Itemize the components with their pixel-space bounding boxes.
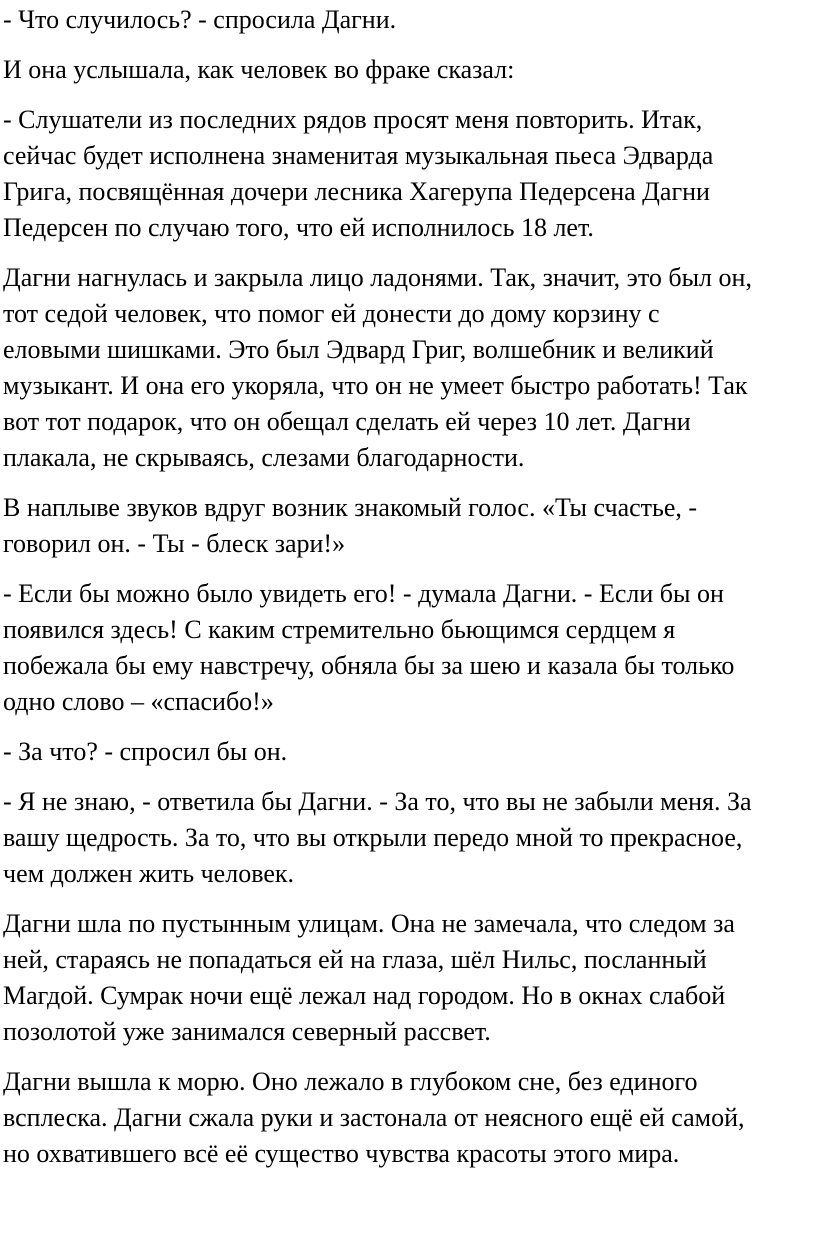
paragraph-3 xyxy=(3,102,813,246)
text-line: - Слушатели из последних рядов просят меня повторить. Итак, xyxy=(3,105,703,134)
text-line: - За что? - спросил бы он. xyxy=(3,737,288,766)
text-line: Дагни нагнулась и закрыла лицо ладонями. Так, значит, это был он, xyxy=(3,263,752,292)
text-line: позолотой уже занимался северный рассвет. xyxy=(3,1017,491,1046)
text-line: одно слово – «спасибо!» xyxy=(3,687,274,716)
paragraph-10 xyxy=(3,1064,813,1172)
text-line: вашу щедрость. За то, что вы открыли передо мной то прекрасное, xyxy=(3,823,743,852)
text-line: но охватившего всё её существо чувства красоты этого мира. xyxy=(3,1139,680,1168)
text-line: - Я не знаю, - ответила бы Дагни. - За то, что вы не забыли меня. За xyxy=(3,787,752,816)
document-page xyxy=(3,2,813,1186)
paragraph-6 xyxy=(3,576,813,720)
text-line: еловыми шишками. Это был Эдвард Григ, волшебник и великий xyxy=(3,335,714,364)
text-line: В наплыве звуков вдруг возник знакомый голос. «Ты счастье, - xyxy=(3,493,698,522)
text-line: музыкант. И она его укоряла, что он не умеет быстро работать! Так xyxy=(3,371,748,400)
text-line: Магдой. Сумрак ночи ещё лежал над городом. Но в окнах слабой xyxy=(3,981,726,1010)
text-line: Дагни вышла к морю. Оно лежало в глубоком сне, без единого xyxy=(3,1067,698,1096)
paragraph-1 xyxy=(3,2,813,38)
paragraph-8 xyxy=(3,784,813,892)
text-line: говорил он. - Ты - блеск зари!» xyxy=(3,529,346,558)
text-line: сейчас будет исполнена знаменитая музыкальная пьеса Эдварда xyxy=(3,141,714,170)
text-line: плакала, не скрываясь, слезами благодарности. xyxy=(3,443,525,472)
paragraph-7 xyxy=(3,734,813,770)
text-line: Дагни шла по пустынным улицам. Она не замечала, что следом за xyxy=(3,909,735,938)
text-line: ней, стараясь не попадаться ей на глаза, шёл Нильс, посланный xyxy=(3,945,707,974)
text-line: появился здесь! С каким стремительно бьющимся сердцем я xyxy=(3,615,676,644)
text-line: Грига, посвящённая дочери лесника Хагерупа Педерсена Дагни xyxy=(3,177,710,206)
text-line: всплеска. Дагни сжала руки и застонала от неясного ещё ей самой, xyxy=(3,1103,745,1132)
text-line: тот седой человек, что помог ей донести до дому корзину с xyxy=(3,299,660,328)
paragraph-5 xyxy=(3,490,813,562)
text-line: И она услышала, как человек во фраке сказал: xyxy=(3,55,515,84)
paragraph-4 xyxy=(3,260,813,476)
text-line: - Что случилось? - спросила Дагни. xyxy=(3,5,397,34)
text-line: вот тот подарок, что он обещал сделать ей через 10 лет. Дагни xyxy=(3,407,691,436)
paragraph-2 xyxy=(3,52,813,88)
text-line: побежала бы ему навстречу, обняла бы за шею и казала бы только xyxy=(3,651,735,680)
text-line: - Если бы можно было увидеть его! - думала Дагни. - Если бы он xyxy=(3,579,724,608)
text-line: чем должен жить человек. xyxy=(3,859,294,888)
paragraph-9 xyxy=(3,906,813,1050)
text-line: Педерсен по случаю того, что ей исполнилось 18 лет. xyxy=(3,213,594,242)
